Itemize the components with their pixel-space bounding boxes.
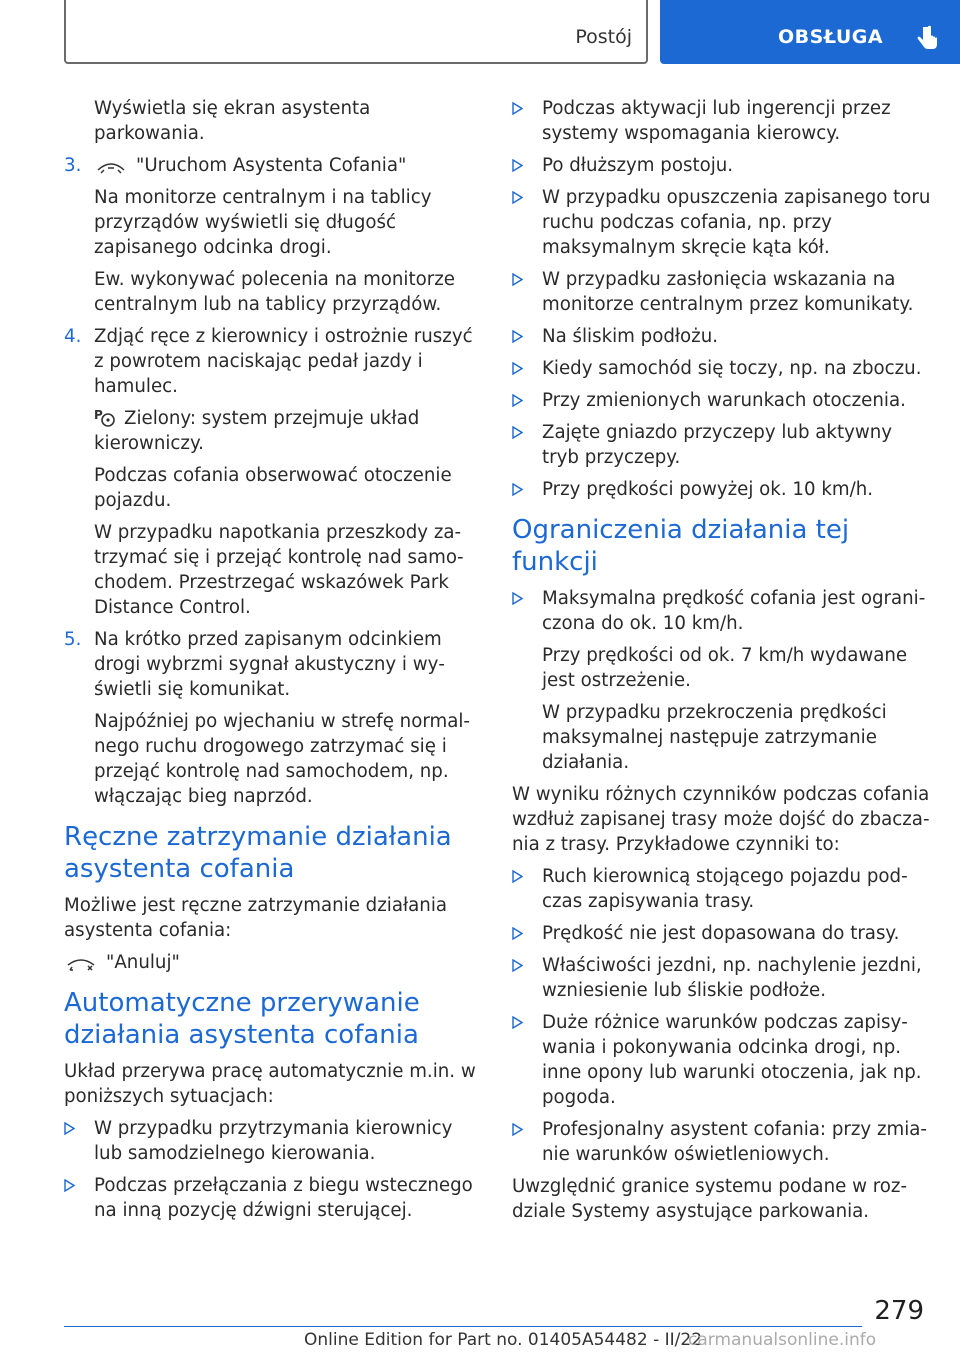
footer-divider [64,1326,862,1327]
step-label: "Uruchom Asystenta Cofania" [136,155,407,176]
manual-cancel-row [64,950,482,975]
list-item-text: Właściwości jezdni, np. nachylenie jezdni, wzniesienie lub śliskie podłoże. [542,955,922,1001]
bullet-triangle-icon [512,959,523,972]
left-column [64,96,482,1230]
right-column [512,96,932,1231]
bullet-triangle-icon [512,362,523,375]
step-number: 5. [64,629,82,650]
final-text: Uwzględnić granice systemu podane w rozdziale Systemy asystujące parkowania. [512,1176,908,1222]
limit-note: Przy prędkości od ok. 7 km/h wydawane jest ostrzeżenie. [542,645,908,691]
edition-text: Online Edition for Part no. 01405A54482 - II/22 [304,1330,703,1350]
step-4 [64,324,482,399]
bullet-triangle-icon [512,1016,523,1029]
list-item-text: W przypadku zasłonięcia wskazania na monitorze centralnym przez komunikaty. [542,269,914,315]
list-item [512,1010,932,1110]
step-text: W przypadku napotkania przeszkody zatrzymać się i przejąć kontrolę nad samochodem. Przestrzegać wskazówek Park Distance Control. [94,522,464,618]
limit-note: W przypadku przekroczenia prędkości maksymalnej następuje zatrzymanie działania. [542,702,887,773]
bullet-triangle-icon [512,394,523,407]
list-item-text: Prędkość nie jest dopasowana do trasy. [542,923,900,944]
bullet-triangle-icon [512,102,523,115]
bullet-triangle-icon [64,1122,75,1135]
page-number: 279 [874,1296,924,1326]
step-text: Podczas cofania obserwować otoczenie pojazdu. [94,465,452,511]
list-item-text: Maksymalna prędkość cofania jest ograniczona do ok. 10 km/h. [542,588,926,634]
list-item-text: Na śliskim podłożu. [542,326,719,347]
bullet-triangle-icon [512,273,523,286]
watermark: carmanualsonline.info [688,1330,877,1350]
bullet-triangle-icon [512,483,523,496]
list-item-text: Kiedy samochód się toczy, np. na zboczu. [542,358,922,379]
list-item-text: Po dłuższym postoju. [542,155,734,176]
bullet-triangle-icon [64,1179,75,1192]
step-3 [64,153,482,178]
step-label: Na krótko przed zapisanym odcinkiem drogi wybrzmi sygnał akustyczny i wyświetli się komunikat. [94,629,445,700]
list-item [512,96,932,146]
bullet-triangle-icon [512,191,523,204]
list-item-text: Przy zmienionych warunkach otoczenia. [542,390,906,411]
section-tab [64,0,648,64]
step-5 [64,627,482,702]
cancel-label: "Anuluj" [106,952,180,973]
list-item [512,153,932,178]
steering-assist-icon [94,407,116,427]
step-text: Na monitorze centralnym i na tablicy przyrządów wyświetli się długość zapisanego odcinka drogi. [94,187,432,258]
bullet-triangle-icon [512,426,523,439]
chapter-tab [660,0,960,64]
list-item [64,1116,482,1166]
intro-text: Wyświetla się ekran asystenta parkowania. [94,98,371,144]
list-item-text: Ruch kierownicą stojącego pojazdu podczas zapisywania trasy. [542,866,908,912]
auto-bullet-list [64,1116,482,1223]
svg-text:P: P [94,408,103,422]
list-item-text: W przypadku przytrzymania kierownicy lub samodzielnego kierowania. [94,1118,453,1164]
bullet-triangle-icon [512,927,523,940]
chapter-title: OBSŁUGA [778,26,884,48]
step-text: Najpóźniej po wjechaniu w strefę normalnego ruchu drogowego zatrzymać się i przejąć kontrolę nad samochodem, np. włączając bieg naprzód. [94,711,470,807]
list-item-text: Podczas aktywacji lub ingerencji przez systemy wspomagania kierowcy. [542,98,891,144]
bullet-triangle-icon [512,592,523,605]
step-text-inline: Zielony: system przejmuje układ kierowniczy. [94,408,420,454]
list-item-text: Duże różnice warunków podczas zapisywania i pokonywania odcinka drogi, np. inne opony lub warunki otoczenia, jak np. pogoda. [542,1012,922,1108]
manual-text: Możliwe jest ręczne zatrzymanie działania asystenta cofania: [64,895,448,941]
list-item-text: Przy prędkości powyżej ok. 10 km/h. [542,479,874,500]
list-item [512,185,932,260]
list-item-text: W przypadku opuszczenia zapisanego toru ruchu podczas cofania, np. przy maksymalnym skręcie kąta kół. [542,187,931,258]
list-item [512,356,932,381]
hand-pointer-icon [914,25,940,53]
bullet-triangle-icon [512,159,523,172]
list-item-text: Podczas przełączania z biegu wstecznego na inną pozycję dźwigni sterującej. [94,1175,473,1221]
section-title: Postój [575,26,632,48]
list-item [512,477,932,502]
list-item-text: Zajęte gniazdo przyczepy lub aktywny tryb przyczepy. [542,422,893,468]
auto-bullet-list-cont [512,96,932,502]
reverse-cancel-icon [64,955,98,971]
step-text: Ew. wykonywać polecenia na monitorze centralnym lub na tablicy przyrządów. [94,269,455,315]
list-item [512,586,932,636]
list-item [512,388,932,413]
step-text [64,406,482,456]
list-item [512,267,932,317]
list-item [512,921,932,946]
bullet-triangle-icon [512,870,523,883]
auto-text: Układ przerywa pracę automatycznie m.in. w poniższych sytuacjach: [64,1061,476,1107]
bullet-triangle-icon [512,1123,523,1136]
heading-auto-stop: Automatyczne przerywanie działania asystenta cofania [64,988,420,1050]
step-label: Zdjąć ręce z kierownicy i ostrożnie ruszyć z powrotem naciskając pedał jazdy i hamulec. [94,326,473,397]
heading-limits: Ograniczenia działania tej funkcji [512,515,850,577]
step-number: 4. [64,326,82,347]
list-item [512,324,932,349]
list-item [512,864,932,914]
step-number: 3. [64,155,82,176]
list-item [512,1117,932,1167]
factors-list [512,864,932,1167]
list-item [64,1173,482,1223]
reverse-assist-icon [94,158,128,174]
list-item [512,953,932,1003]
list-item-text: Profesjonalny asystent cofania: przy zmianie warunków oświetleniowych. [542,1119,927,1165]
limits-text: W wyniku różnych czynników podczas cofania wzdłuż zapisanej trasy może dojść do zbaczania z trasy. Przykładowe czynniki to: [512,784,930,855]
bullet-triangle-icon [512,330,523,343]
list-item [512,420,932,470]
heading-manual-stop: Ręczne zatrzymanie działania asystenta cofania [64,822,452,884]
